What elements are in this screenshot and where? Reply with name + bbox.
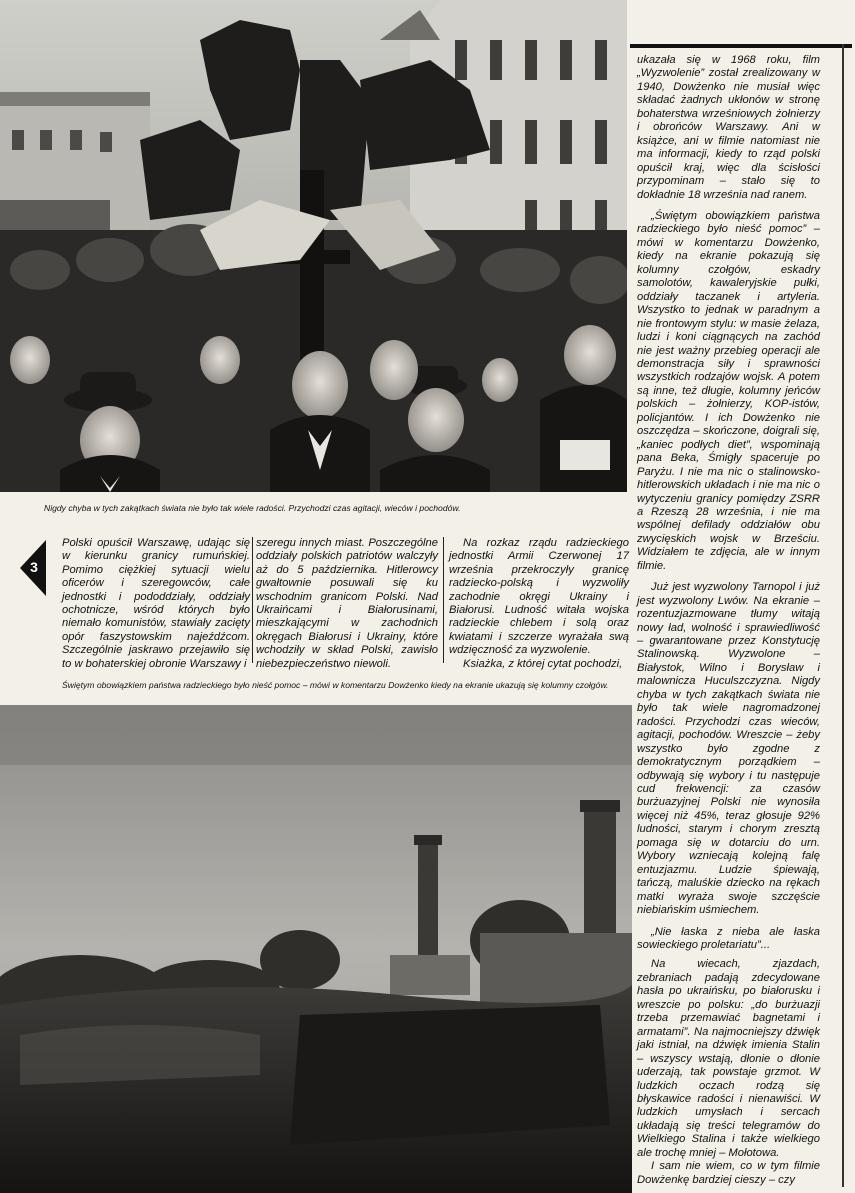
- column-c: [449, 537, 629, 671]
- column-divider: [443, 537, 444, 663]
- column-divider: [252, 537, 253, 663]
- column-a-paragraph: Polski opuścił Warszawę, udając się w kierunku granicy rumuńskiej. Pomimo ciężkiej sytuacji wielu oficerów i szeregowców, całe jednostki i pododdziały, oddziały ochotnicze, wśród których było niemało komunistów, stawiały zacięty opór faszystowskim najeźdźcom. Szczególnie jaskrawo przejawiło się to w bohaterskiej obronie Warszawy i: [62, 537, 250, 670]
- crowd-photo-image: [0, 0, 627, 492]
- page-number: 3: [30, 559, 38, 575]
- right-column-paragraph: Na wiecach, zjazdach, zebraniach padają zdecydowane hasła po ukraińsku, po białorusku i wreszcie po polsku: „do burżuazji trzeba przemawiać bagnetami i armatami”. Na najmocniejszy dźwięk jaki istniał, na dźwięk imienia Stalin – wszyscy wstają, dłonie o dłonie uderzają, tak powstaje grzmot. W ludzkich oczach rodzą się błyskawice radości i nienawiści. W ludzkich umysłach i sercach układają się treści telegramów do Wielkiego Stalina i także wielkiego ale trochę mniej – Mołotowa.: [637, 958, 820, 1159]
- column-a: [62, 537, 250, 671]
- photo-landscape: [0, 705, 632, 1193]
- right-column-paragraph: I sam nie wiem, co w tym filmie Dowżenkę bardziej cieszy – czy: [637, 1160, 820, 1186]
- photo-crowd: [0, 0, 627, 492]
- page-number-badge: [20, 540, 46, 596]
- right-column-paragraph: Już jest wyzwolony Tarnopol i już jest wyzwolony Lwów. Na ekranie – rozentuzjazmowane tłumy witają nowy ład, wolność i sprawiedliwość – gwarantowane przez Konstytucję Stalinowską. Wyzwolone – Białystok, Wilno i Borysław i malownicza Huculszczyzna. Nigdy chyba w tych zakątkach świata nie było tak wiele nagromadzonej radości. Przychodzi czas wieców, agitacji, pochodów. Wreszcie – żeby wszystko było zgodne z demokratycznym porządkiem – odbywają się wybory i tu następuje cud frekwencji: za czasów burżuazyjnej Polski nie wynosiła więcej niż 45%, teraz głosuje 92% ludności, starym i chorym zresztą pomaga się w dotarciu do urn. Wybory wzniecają kolejną falę entuzjazmu. Ludzie śpiewają, tańczą, maluśkie dziecko na rękach matki wyraża swoje szczęście niebiańskim uśmiechem.: [637, 581, 820, 917]
- right-column-paragraph: „Nie łaska z nieba ale łaska sowieckiego proletariatu”...: [637, 925, 820, 951]
- caption-bottom-photo: Świętym obowiązkiem państwa radzieckiego było nieść pomoc – mówi w komentarzu Dowżenko kiedy na ekranie ukazują się kolumny czołgów.: [62, 680, 609, 690]
- column-c-paragraph: Ksiażka, z której cytat pochodzi,: [463, 657, 623, 670]
- right-column: [637, 54, 820, 1187]
- column-c-paragraph: Na rozkaz rządu radzieckiego jednostki Armii Czerwonej 17 września przekroczyły granicę radziecko-polską i wyzwoliły zachodnie okręgi Ukrainy i Białorusi. Ludność witała wojska radzieckie chlebem i solą oraz kwiatami i szczerze wyrażała swą wdzięczność za wyzwolenie.: [449, 537, 629, 657]
- right-column-paragraph: „Świętym obowiązkiem państwa radzieckiego było nieść pomoc” – mówi w komentarzu Dowżenko, kiedy na ekranie pokazują się kolumny czołgów, eskadry samolotów, kawaleryjskie pułki, oddziały taczanek i artyleria. Wszystko to jednak w paradnym a nie frontowym stylu: w masie żelaza, ludzi i koni ciągnących na zachód nie jest ważny przebieg operacji ale demonstracja siły i sprawności wszystkich rodzajów wojsk. A potem są inne, też długie, kolumny jeńców polskich – żołnierzy, KOP-istów, policjantów. I ich Dowżenko nie oszczędza – skończone, doigrali się, „kaniec podłych diet”, wspominają pana Beka, Śmigły spaceruje po Paryżu. I nie ma nic o stalinowsko-hitlerowskich układach i nie ma nic o wytyczeniu granicy pomiędzy ZSRR a Rzeszą 28 września, i nie ma wspólnej defilady oddziałów obu zwycięskich wojsk w Brześciu. Widziałem te zdjęcia, ale w innym filmie.: [637, 209, 820, 572]
- caption-top-photo: Nigdy chyba w tych zakątkach świata nie było tak wiele radości. Przychodzi czas agitacji, wieców i pochodów.: [44, 503, 461, 513]
- column-b: [256, 537, 438, 671]
- column-b-paragraph: szeregu innych miast. Poszczególne oddziały polskich patriotów walczyły aż do 5 października. Hitlerowcy gwałtownie posuwali się ku wschodnim granicom Polski. Nad Ukraińcami i Białorusinami, mieszkającymi w zachodnich okręgach Białorusi i Ukrainy, które wchodziły w skład Polski, zawisło niebezpieczeństwo niewoli.: [256, 537, 438, 670]
- right-column-paragraph: ukazała się w 1968 roku, film „Wyzwolenie” został zrealizowany w 1940, Dowżenko nie musiał więc składać żadnych ukłonów w stronę bohaterstwa wrześniowych żołnierzy i obrońców Warszawy. Ani w książce, ani w filmie natomiast nie ma informacji, kiedy to rząd polski opuścił kraj, więc dla ścisłości przypominam – stało się to dokładnie 18 września nad ranem.: [637, 54, 820, 201]
- landscape-photo-image: [0, 705, 632, 1193]
